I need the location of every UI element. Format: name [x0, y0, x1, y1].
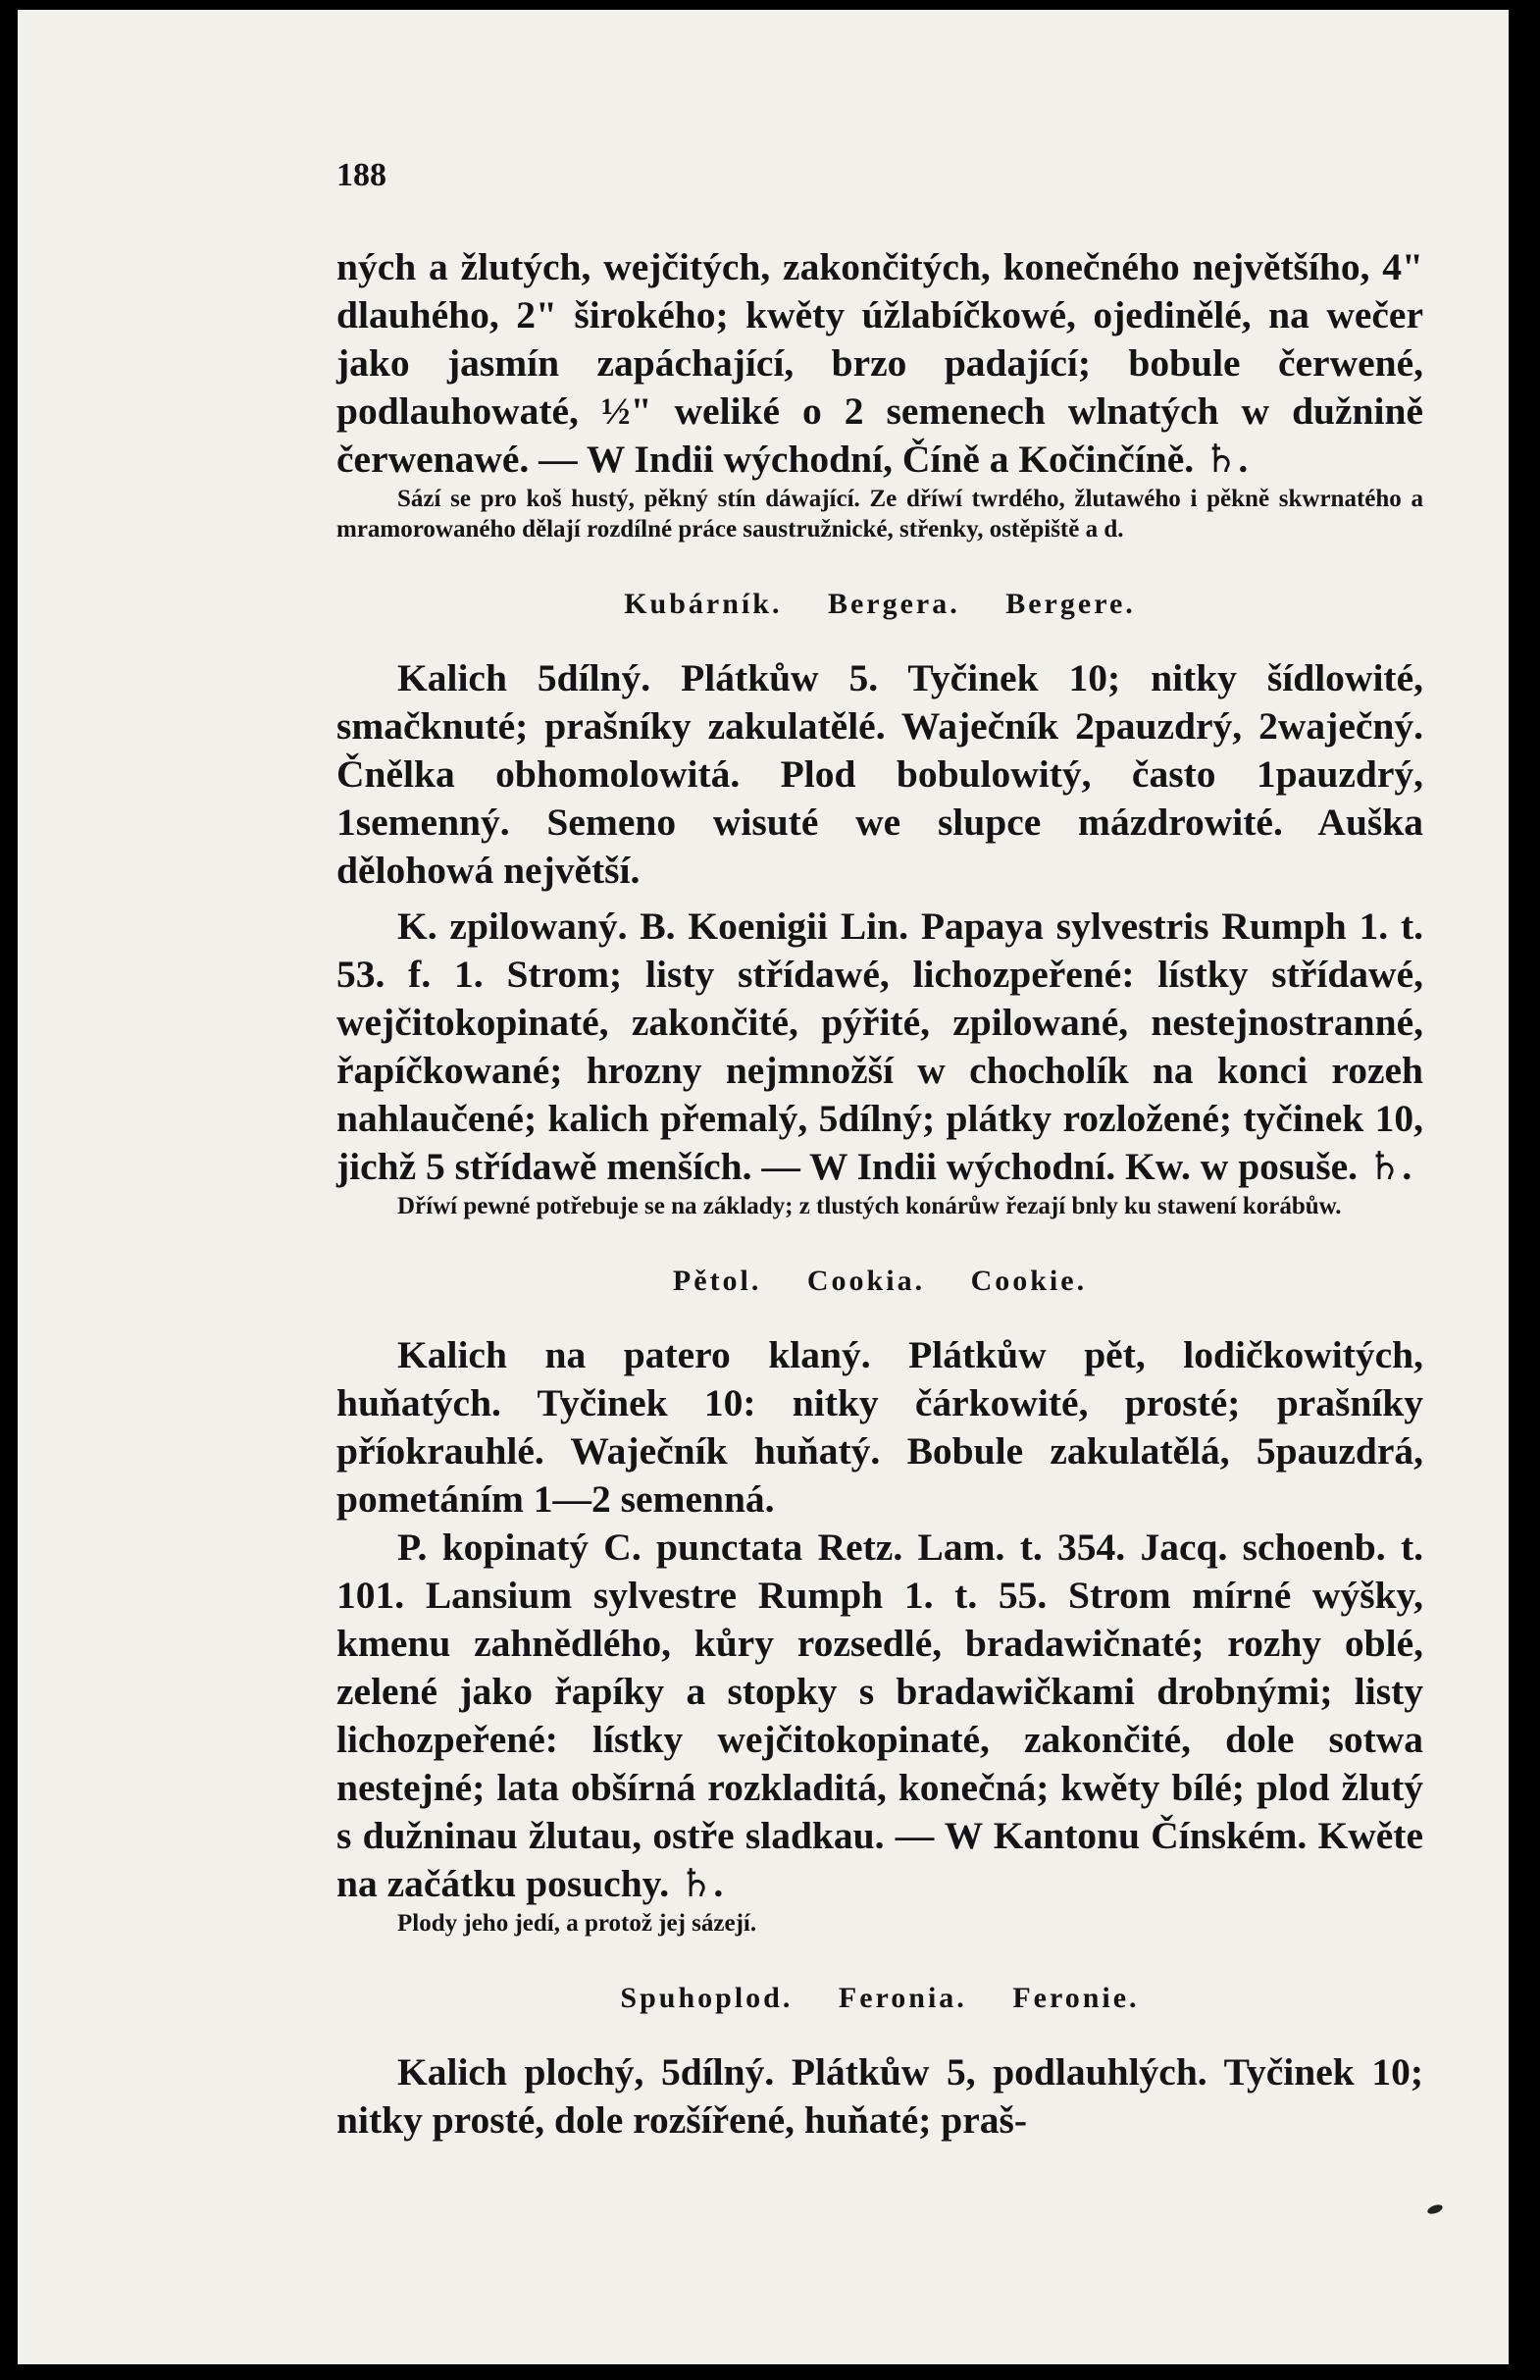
genus-header [336, 1982, 1423, 2015]
paragraph-body: P. kopinatý C. punctata Retz. Lam. t. 354. Jacq. schoenb. t. 101. Lansium sylvestre Rumph 1. t. 55. Strom mírné wýšky, kmenu zahnědlého, kůry rozsedlé, bradawičnaté; rozhy oblé, zelené jako řapíky a stopky s bradawičkami drobnými; listy lichozpeřené: lístky wejčitokopinaté, zakončité, dole sotwa nestejné; lata obšírná rozkladitá, konečná; kwěty bílé; plod žlutý s dužninau žlutau, ostře sladkau. — W Kantonu Čínském. Kwěte na začátku posuchy. ♄. [336, 1526, 1423, 1905]
genus-name-czech: Kubárník. [624, 588, 783, 620]
paragraph-body: Kalich na patero klaný. Plátkůw pět, lodičkowitých, huňatých. Tyčinek 10: nitky čárkowité, prosté; prašníky příokrauhlé. Waječník huňatý. Bobule zakulatělá, 5pauzdrá, pometáním 1—2 semenná. [336, 1333, 1423, 1521]
paragraph-note: Plody jeho jedí, a protož jej sázejí. [397, 1910, 757, 1937]
paragraph-body: Kalich 5dílný. Plátkůw 5. Tyčinek 10; nitky šídlowité, smačknuté; prašníky zakulatělé. Waječník 2pauzdrý, 2waječný. Čnělka obhomolowitá. Plod bobulowitý, často 1pauzdrý, 1semenný. Semeno wisuté we slupce mázdrowité. Auška dělohowá největší. [336, 656, 1423, 892]
genus-name-alt: Cookie. [970, 1265, 1088, 1297]
genus-name-latin: Cookia. [806, 1265, 926, 1297]
paragraph-note: Sází se pro koš hustý, pěkný stín dáwající. Ze dříwí twrdého, žlutawého i pěkně skwrnatého a mramorowaného dělají rozdílné práce saustružnické, střenky, ostěpiště a d. [336, 486, 1423, 543]
genus-name-czech: Pětol. [672, 1265, 762, 1297]
paragraph-note: Dříwí pewné potřebuje se na základy; z tlustých konárůw řezají bnly ku stawení korábůw. [397, 1193, 1342, 1219]
genus-name-latin: Feronia. [838, 1982, 967, 2014]
genus-name-latin: Bergera. [827, 588, 960, 620]
paragraph-body: K. zpilowaný. B. Koenigii Lin. Papaya sylvestris Rumph 1. t. 53. f. 1. Strom; listy střídawé, lichozpeřené: lístky střídawé, wejčitokopinaté, zakončité, pýřité, zpilowané, nestejnostranné, řapíčkowané; hrozny nejmnožší w chocholík na konci rozeh nahlaučené; kalich přemalý, 5dílný; plátky rozložené; tyčinek 10, jichž 5 střídawě menších. — W Indii wýchodní. Kw. w posuše. ♄. [336, 905, 1423, 1188]
text-column [336, 157, 1423, 2145]
paragraph-body: Kalich plochý, 5dílný. Plátkůw 5, podlauhlých. Tyčinek 10; nitky prosté, dole rozšířené, huňaté; praš- [336, 2050, 1423, 2142]
genus-header [336, 588, 1423, 621]
page-number: 188 [336, 157, 386, 193]
ink-mark [1426, 2203, 1444, 2216]
paragraph-body: ných a žlutých, wejčitých, zakončitých, konečného největšího, 4" dlauhého, 2" širokého; kwěty úžlabíčkowé, ojedinělé, na wečer jako jasmín zapáchající, brzo padající; bobule čerwené, podlauhowaté, ½" weliké o 2 semenech wlnatých w dužnině čerwenawé. — W Indii wýchodní, Číně a Kočinčíně. ♄. [336, 245, 1423, 481]
genus-name-alt: Bergere. [1005, 588, 1136, 620]
book-page [18, 10, 1509, 2364]
genus-name-alt: Feronie. [1012, 1982, 1140, 2014]
genus-header [336, 1265, 1423, 1298]
genus-name-czech: Spuhoplod. [620, 1982, 794, 2014]
